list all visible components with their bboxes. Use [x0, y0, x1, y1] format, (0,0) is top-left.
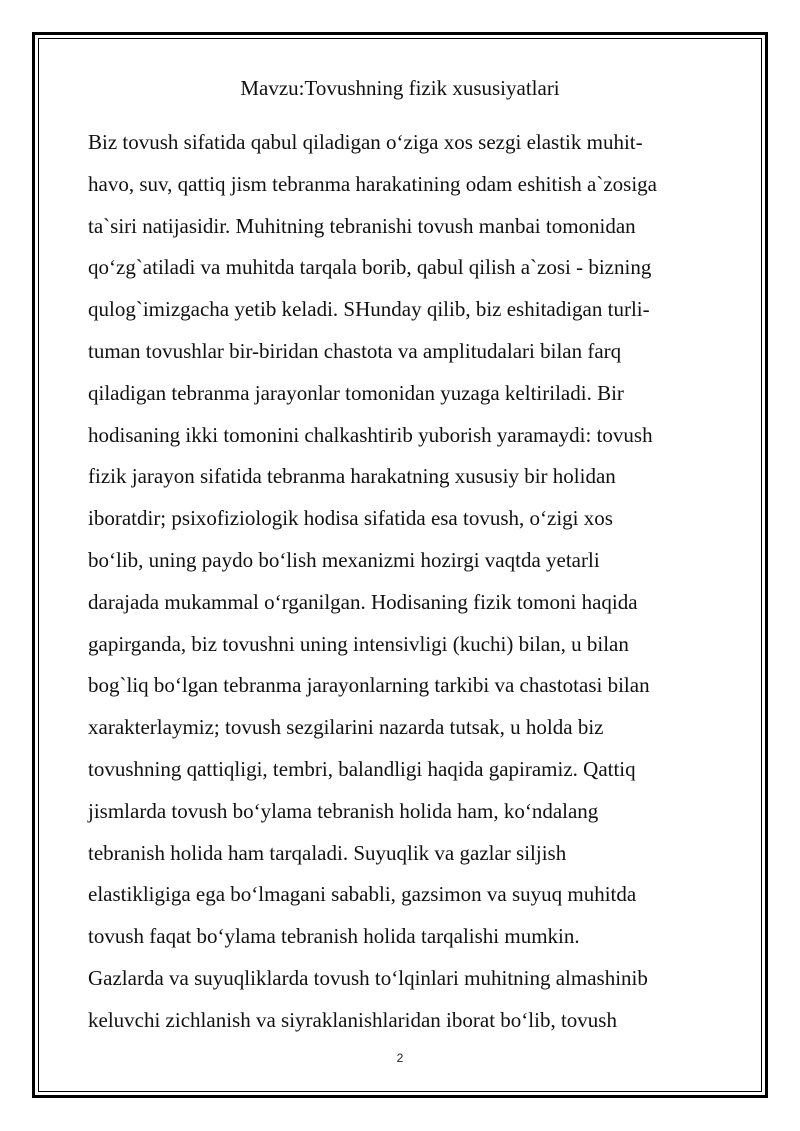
text-line: elastikligiga ega bo‘lmagani sababli, gazsimon va suyuq muhitda [88, 882, 637, 907]
text-line: qiladigan tebranma jarayonlar tomonidan yuzaga keltiriladi. Bir [88, 380, 624, 405]
text-line: keluvchi zichlanish va siyraklanishlaridan iborat bo‘lib, tovush [88, 1007, 617, 1032]
body-paragraph [88, 122, 748, 1042]
text-line: qo‘zg`atiladi va muhitda tarqala borib, qabul qilish a`zosi - bizning [88, 255, 652, 280]
text-line: tuman tovushlar bir-biridan chastota va amplitudalari bilan farq [88, 338, 622, 363]
text-line: fizik jarayon sifatida tebranma harakatning xususiy bir holidan [88, 464, 616, 489]
text-line: gapirganda, biz tovushni uning intensivligi (kuchi) bilan, u bilan [88, 631, 629, 656]
document-title: Mavzu:Tovushning fizik xususiyatlari [240, 76, 560, 100]
text-line: bog`liq bo‘lgan tebranma jarayonlarning tarkibi va chastotasi bilan [88, 673, 650, 698]
text-line: ta`siri natijasidir. Muhitning tebranishi tovush manbai tomonidan [88, 213, 636, 238]
text-line: tebranish holida ham tarqaladi. Suyuqlik va gazlar siljish [88, 840, 567, 865]
text-line: bo‘lib, uning paydo bo‘lish mexanizmi hozirgi vaqtda yetarli [88, 547, 600, 572]
text-line: tovush faqat bo‘ylama tebranish holida tarqalishi mumkin. [88, 924, 580, 949]
text-line: Biz tovush sifatida qabul qiladigan o‘ziga xos sezgi elastik muhit- [88, 130, 643, 154]
text-line: qulog`imizgacha yetib keladi. SHunday qilib, biz eshitadigan turli- [88, 297, 650, 322]
text-line: darajada mukammal o‘rganilgan. Hodisaning fizik tomoni haqida [88, 589, 638, 614]
text-line: iboratdir; psixofiziologik hodisa sifatida esa tovush, o‘zigi xos [88, 506, 613, 531]
text-line: xarakterlaymiz; tovush sezgilarini nazarda tutsak, u holda biz [88, 715, 604, 740]
text-line: Gazlarda va suyuqliklarda tovush to‘lqinlari muhitning almashinib [88, 965, 648, 990]
text-line: havo, suv, qattiq jism tebranma harakatining odam eshitish a`zosiga [88, 171, 657, 196]
text-line: tovushning qattiqligi, tembri, balandligi haqida gapiramiz. Qattiq [88, 756, 636, 781]
text-line: jismlarda tovush bo‘ylama tebranish holida ham, ko‘ndalang [88, 798, 599, 823]
page-number: 2 [396, 1051, 404, 1065]
text-line: hodisaning ikki tomonini chalkashtirib yuborish yaramaydi: tovush [88, 422, 653, 447]
